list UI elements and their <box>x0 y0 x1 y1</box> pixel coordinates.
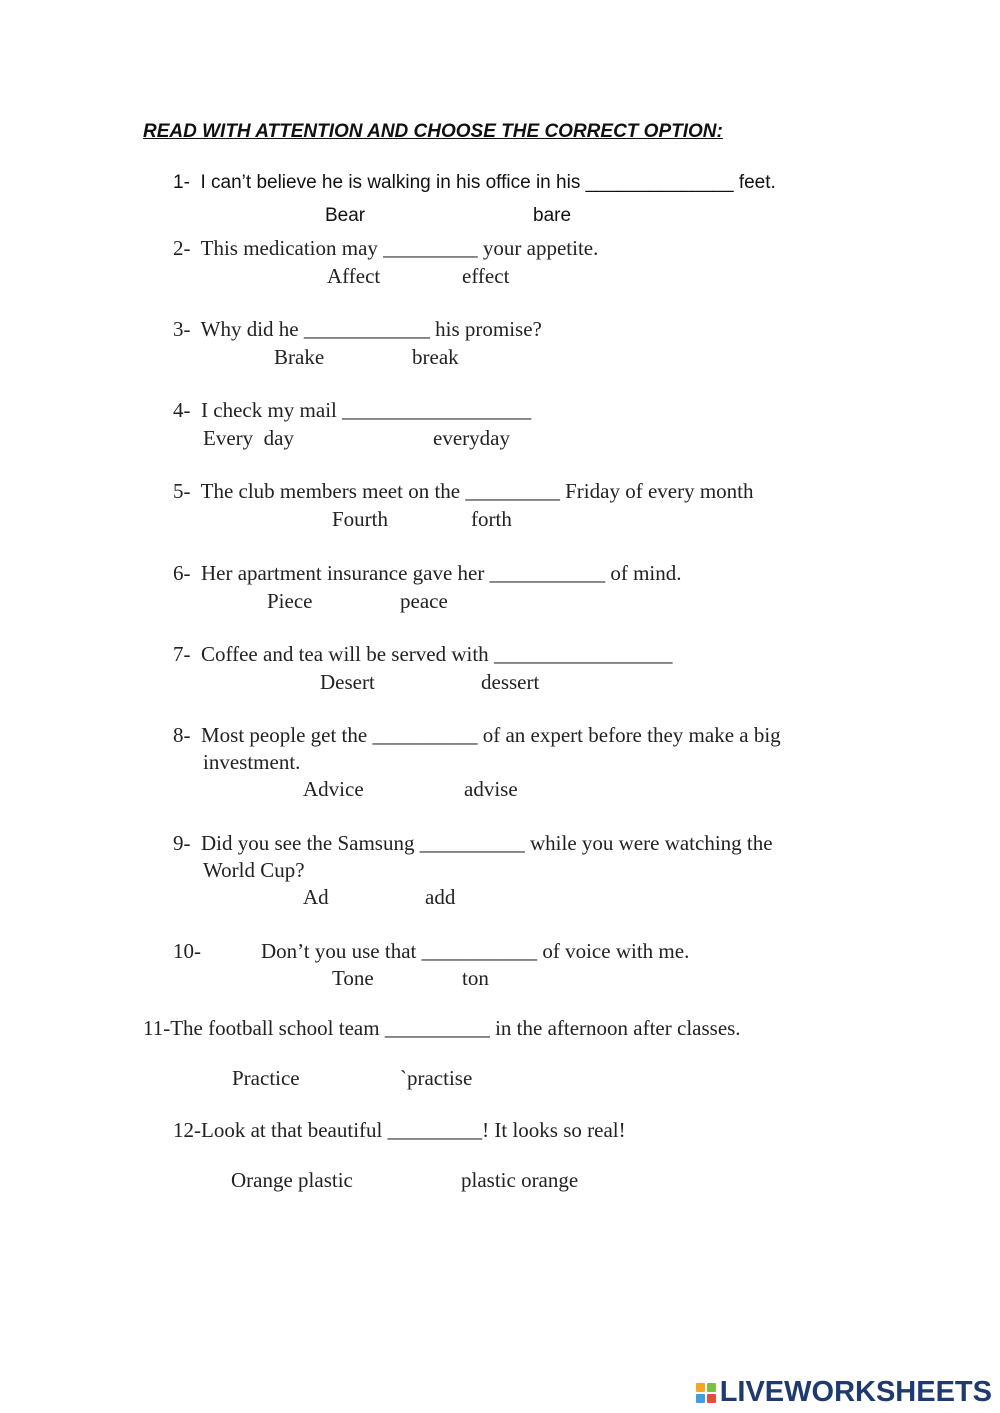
option-9b[interactable]: add <box>425 885 456 909</box>
question-text-end: while you were watching the <box>529 831 773 855</box>
answer-blank[interactable]: _________ <box>465 479 560 503</box>
question-text-end: your appetite. <box>482 236 599 260</box>
option-4a[interactable]: Every day <box>203 426 294 450</box>
question-number: 2- <box>173 236 191 260</box>
option-10b[interactable]: ton <box>462 966 489 990</box>
question-text: Most people get the <box>201 723 368 747</box>
worksheet-title: READ WITH ATTENTION AND CHOOSE THE CORRECT OPTION: <box>143 121 723 142</box>
question-text: Why did he <box>200 317 299 341</box>
question-12 <box>173 1118 626 1143</box>
question-6 <box>173 561 682 586</box>
option-7b[interactable]: dessert <box>481 670 540 694</box>
option-12b[interactable]: plastic orange <box>461 1168 579 1192</box>
option-8a[interactable]: Advice <box>303 777 364 801</box>
option-10a[interactable]: Tone <box>332 966 374 990</box>
answer-blank[interactable]: ____________ <box>303 317 430 341</box>
question-text: This medication may <box>200 236 378 260</box>
question-1 <box>173 172 776 194</box>
liveworksheets-logo <box>696 1376 992 1409</box>
question-number: 1- <box>173 172 190 193</box>
question-3 <box>173 317 542 342</box>
question-11 <box>143 1016 741 1041</box>
question-text-end: ! It looks so real! <box>482 1118 626 1142</box>
answer-blank[interactable]: __________ <box>419 831 525 855</box>
question-text: The football school team <box>170 1016 380 1040</box>
question-8-continuation: investment. <box>203 750 301 774</box>
question-7 <box>173 642 672 667</box>
question-number: 8- <box>173 723 191 747</box>
option-2a[interactable]: Affect <box>327 264 381 288</box>
question-text-end: Friday of every month <box>565 479 754 503</box>
answer-blank[interactable]: ___________ <box>421 939 538 963</box>
option-11a[interactable]: Practice <box>232 1066 300 1090</box>
question-text: Her apartment insurance gave her <box>201 561 485 585</box>
answer-blank[interactable]: ___________ <box>489 561 606 585</box>
option-3a[interactable]: Brake <box>274 345 325 369</box>
option-4b[interactable]: everyday <box>433 426 510 450</box>
question-number: 6- <box>173 561 191 585</box>
question-text-end: of voice with me. <box>542 939 690 963</box>
question-9 <box>173 831 773 856</box>
question-text: I can’t believe he is walking in his office in his <box>200 172 581 193</box>
logo-text: LIVEWORKSHEETS <box>719 1376 992 1408</box>
question-2 <box>173 236 598 261</box>
option-6a[interactable]: Piece <box>267 589 313 613</box>
question-number: 5- <box>173 479 191 503</box>
option-9a[interactable]: Ad <box>303 885 329 909</box>
question-number: 7- <box>173 642 191 666</box>
question-number: 4- <box>173 398 191 422</box>
option-12a[interactable]: Orange plastic <box>231 1168 353 1192</box>
answer-blank[interactable]: _________ <box>383 236 478 260</box>
answer-blank[interactable]: _________________ <box>493 642 673 666</box>
question-8 <box>173 723 781 748</box>
answer-blank[interactable]: __________ <box>384 1016 490 1040</box>
question-text: Don’t you use that <box>261 939 417 963</box>
option-6b[interactable]: peace <box>400 589 448 613</box>
question-number: 9- <box>173 831 191 855</box>
option-5b[interactable]: forth <box>471 507 512 531</box>
option-3b[interactable]: break <box>412 345 459 369</box>
liveworksheets-logo-icon <box>696 1383 716 1403</box>
question-text: I check my mail <box>201 398 337 422</box>
answer-blank[interactable]: __________ <box>372 723 478 747</box>
question-10 <box>261 939 689 964</box>
answer-blank[interactable]: ______________ <box>585 172 734 193</box>
question-text-end: of mind. <box>610 561 682 585</box>
question-5 <box>173 479 754 504</box>
question-text: Did you see the Samsung <box>201 831 415 855</box>
question-text-end: his promise? <box>435 317 542 341</box>
option-1a[interactable]: Bear <box>325 205 366 226</box>
question-number: 12- <box>173 1118 201 1142</box>
option-11b[interactable]: `practise <box>400 1066 473 1090</box>
question-text-end: of an expert before they make a big <box>482 723 781 747</box>
question-4 <box>173 398 531 423</box>
question-text: The club members meet on the <box>200 479 461 503</box>
answer-blank[interactable]: _________ <box>387 1118 483 1142</box>
option-5a[interactable]: Fourth <box>332 507 389 531</box>
option-7a[interactable]: Desert <box>320 670 375 694</box>
option-2b[interactable]: effect <box>462 264 510 288</box>
question-10-number: 10- <box>173 939 201 963</box>
question-text: Coffee and tea will be served with <box>201 642 489 666</box>
question-text-end: in the afternoon after classes. <box>495 1016 741 1040</box>
question-number: 11- <box>143 1016 171 1040</box>
question-text-end: feet. <box>738 172 776 193</box>
option-1b[interactable]: bare <box>533 205 572 226</box>
question-text: Look at that beautiful <box>201 1118 383 1142</box>
answer-blank[interactable]: __________________ <box>342 398 532 422</box>
question-number: 3- <box>173 317 191 341</box>
option-8b[interactable]: advise <box>464 777 518 801</box>
question-9-continuation: World Cup? <box>203 858 305 882</box>
